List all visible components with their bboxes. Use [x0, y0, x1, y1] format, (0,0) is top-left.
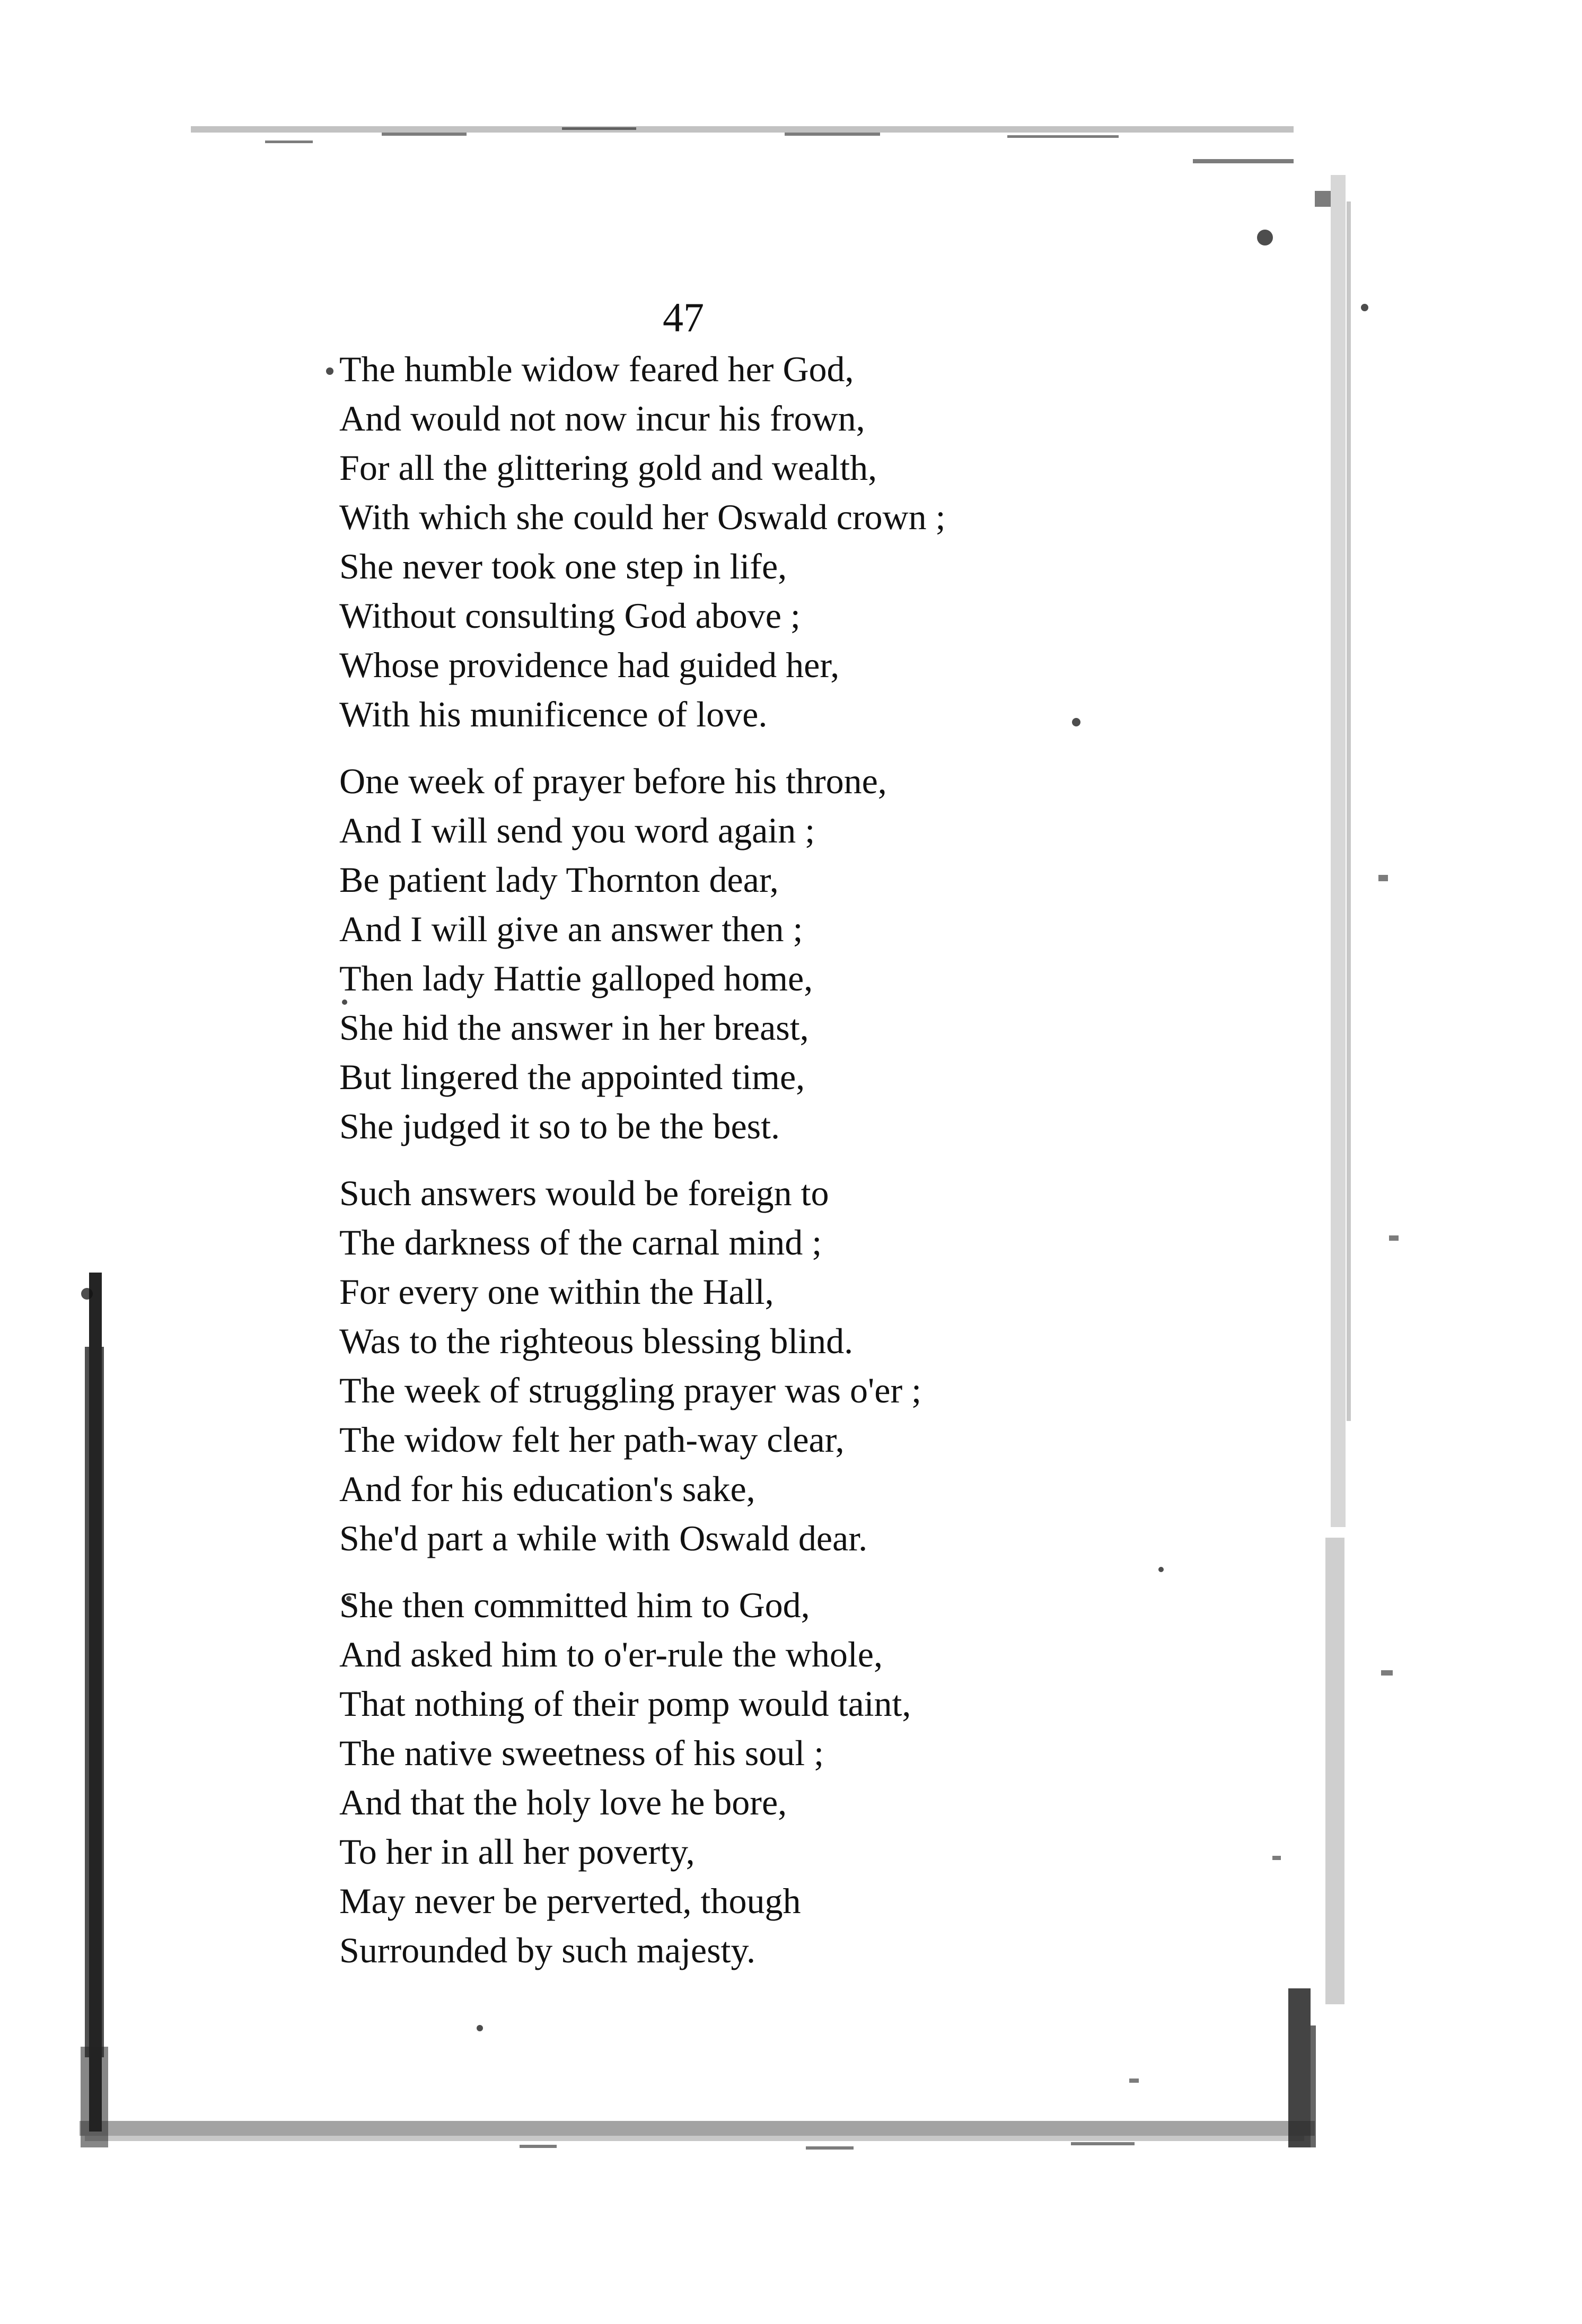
- poem-line: Be patient lady Thornton dear,: [339, 860, 779, 900]
- page-number: 47: [663, 294, 704, 340]
- stanza-3: [339, 1169, 1347, 1563]
- poem-line: With which she could her Oswald crown ;: [339, 497, 946, 537]
- poem-line: She then committed him to God,: [339, 1585, 810, 1625]
- poem-line: Surrounded by such majesty.: [339, 1930, 756, 1970]
- poem-line: For every one within the Hall,: [339, 1271, 774, 1312]
- poem: [339, 345, 1347, 1993]
- stanza-2: [339, 757, 1347, 1151]
- poem-line: The widow felt her path-way clear,: [339, 1419, 845, 1460]
- poem-line: That nothing of their pomp would taint,: [339, 1683, 911, 1724]
- poem-line: The darkness of the carnal mind ;: [339, 1222, 822, 1262]
- poem-line: One week of prayer before his throne,: [339, 761, 887, 801]
- poem-line: She judged it so to be the best.: [339, 1106, 780, 1146]
- poem-line: But lingered the appointed time,: [339, 1057, 805, 1097]
- poem-line: For all the glittering gold and wealth,: [339, 448, 877, 488]
- poem-line: And for his education's sake,: [339, 1469, 755, 1509]
- poem-line: Was to the righteous blessing blind.: [339, 1321, 854, 1361]
- poem-line: The humble widow feared her God,: [339, 349, 854, 389]
- poem-line: She hid the answer in her breast,: [339, 1007, 809, 1048]
- poem-line: She'd part a while with Oswald dear.: [339, 1518, 868, 1558]
- poem-line: She never took one step in life,: [339, 546, 787, 586]
- poem-line: And asked him to o'er-rule the whole,: [339, 1634, 883, 1674]
- stanza-1: [339, 345, 1347, 739]
- poem-line: With his munificence of love.: [339, 694, 768, 734]
- poem-line: The native sweetness of his soul ;: [339, 1733, 824, 1773]
- poem-line: May never be perverted, though: [339, 1881, 801, 1921]
- poem-line: Whose providence had guided her,: [339, 645, 840, 685]
- poem-line: And I will send you word again ;: [339, 810, 815, 850]
- poem-line: The week of struggling prayer was o'er ;: [339, 1370, 921, 1410]
- poem-line: And that the holy love he bore,: [339, 1782, 787, 1822]
- stanza-4: [339, 1581, 1347, 1975]
- poem-line: And would not now incur his frown,: [339, 398, 865, 439]
- poem-line: To her in all her poverty,: [339, 1831, 695, 1872]
- poem-line: Without consulting God above ;: [339, 595, 801, 636]
- poem-line: Then lady Hattie galloped home,: [339, 958, 813, 998]
- poem-line: And I will give an answer then ;: [339, 909, 803, 949]
- poem-line: Such answers would be foreign to: [339, 1173, 829, 1213]
